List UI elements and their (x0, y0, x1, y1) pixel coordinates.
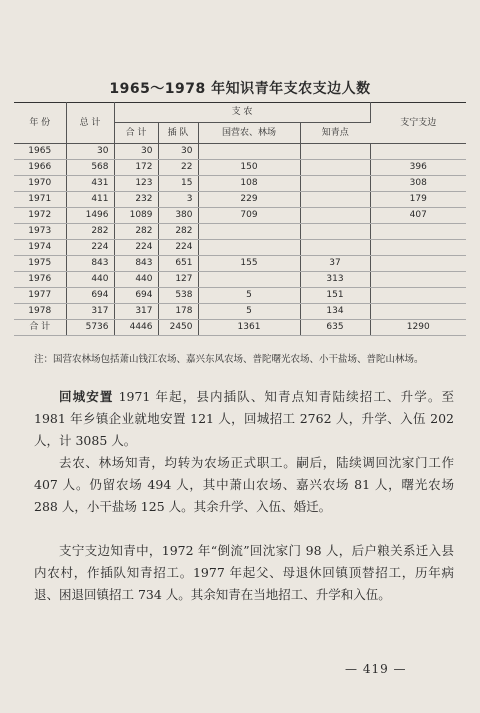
cell-farm: 108 (198, 176, 300, 192)
cell-sub: 224 (114, 240, 158, 256)
cell-total: 317 (66, 304, 114, 320)
cell-insert: 127 (158, 272, 198, 288)
cell-farm: 150 (198, 160, 300, 176)
header-insert-team: 插 队 (158, 123, 198, 144)
table-row (14, 224, 466, 240)
cell-insert: 224 (158, 240, 198, 256)
cell-total: 568 (66, 160, 114, 176)
paragraph-3: 支宁支边知青中，1972 年“倒流”回沈家门 98 人，后户粮关系迁入县内农村，作插队知青招工。1977 年起父、母退休回镇顶替招工，历年病退、困退回镇招工 734 人。其余知青在当地招工、升学和入伍。 (34, 543, 454, 602)
cell-sub: 30 (114, 144, 158, 160)
cell-point: 151 (300, 288, 370, 304)
cell-point: 37 (300, 256, 370, 272)
cell-insert: 538 (158, 288, 198, 304)
header-year: 年 份 (14, 103, 66, 144)
table-total-row (14, 320, 466, 336)
cell-border (370, 288, 466, 304)
cell-border: 179 (370, 192, 466, 208)
header-support-agriculture: 支 农 (114, 103, 370, 123)
cell-farm (198, 224, 300, 240)
cell-sub: 440 (114, 272, 158, 288)
table-row (14, 288, 466, 304)
cell-sub: 843 (114, 256, 158, 272)
table-title: 1965～1978 年知识青年支农支边人数 (109, 81, 371, 97)
cell-year: 1971 (14, 192, 66, 208)
cell-insert: 30 (158, 144, 198, 160)
cell-insert: 3 (158, 192, 198, 208)
cell-farm: 155 (198, 256, 300, 272)
cell-year: 1978 (14, 304, 66, 320)
statistics-table (14, 102, 466, 336)
header-support-frontier: 支宁支边 (400, 117, 437, 128)
cell-border (370, 224, 466, 240)
cell-year: 1973 (14, 224, 66, 240)
header-youth-point: 知青点 (300, 123, 370, 144)
cell-total: 282 (66, 224, 114, 240)
paragraph-text: 1971 年起，县内插队、知青点知青陆续招工、升学。至 1981 年乡镇企业就地安置 121 人，回城招工 2762 人，升学、入伍 202 人，计 3085 人。 (34, 389, 454, 448)
cell-point (300, 240, 370, 256)
header-total: 总 计 (66, 103, 114, 144)
cell-border (370, 144, 466, 160)
cell-farm: 709 (198, 208, 300, 224)
cell-total: 30 (66, 144, 114, 160)
cell-point: 313 (300, 272, 370, 288)
table-row (14, 192, 466, 208)
cell-farm (198, 144, 300, 160)
cell-insert: 22 (158, 160, 198, 176)
cell-point (300, 144, 370, 160)
header-state-farm: 国营农、林场 (198, 123, 300, 144)
cell-sub: 172 (114, 160, 158, 176)
cell-farm (198, 272, 300, 288)
paragraph-1 (34, 386, 454, 452)
cell-point (300, 208, 370, 224)
cell-insert: 651 (158, 256, 198, 272)
cell-farm (198, 240, 300, 256)
table-row (14, 304, 466, 320)
cell-insert: 380 (158, 208, 198, 224)
cell-total: 843 (66, 256, 114, 272)
cell-year: 1965 (14, 144, 66, 160)
cell-border (370, 256, 466, 272)
table-row (14, 272, 466, 288)
cell-border: 407 (370, 208, 466, 224)
cell-sub: 123 (114, 176, 158, 192)
cell-border: 1290 (370, 320, 466, 336)
cell-total: 431 (66, 176, 114, 192)
table-row (14, 176, 466, 192)
cell-point: 134 (300, 304, 370, 320)
cell-border: 308 (370, 176, 466, 192)
table-row (14, 240, 466, 256)
cell-border: 396 (370, 160, 466, 176)
cell-total: 411 (66, 192, 114, 208)
table-body (14, 144, 466, 336)
cell-insert: 282 (158, 224, 198, 240)
cell-farm: 229 (198, 192, 300, 208)
cell-point (300, 176, 370, 192)
cell-border (370, 240, 466, 256)
cell-point: 635 (300, 320, 370, 336)
table-row (14, 208, 466, 224)
cell-year: 1977 (14, 288, 66, 304)
cell-farm: 5 (198, 304, 300, 320)
cell-sub: 232 (114, 192, 158, 208)
cell-point (300, 224, 370, 240)
cell-sub: 317 (114, 304, 158, 320)
cell-year: 合 计 (14, 320, 66, 336)
cell-total: 224 (66, 240, 114, 256)
cell-sub: 4446 (114, 320, 158, 336)
paragraph-2: 去农、林场知青，均转为农场正式职工。嗣后，陆续调回沈家门工作 407 人。仍留农场 494 人，其中萧山农场、嘉兴农场 81 人，曙光农场 288 人，小干盐场 125 人。其余升学、入伍、婚迁。 (34, 455, 454, 514)
cell-sub: 694 (114, 288, 158, 304)
cell-year: 1970 (14, 176, 66, 192)
table-row (14, 144, 466, 160)
table-row (14, 160, 466, 176)
cell-total: 1496 (66, 208, 114, 224)
cell-sub: 1089 (114, 208, 158, 224)
cell-insert: 15 (158, 176, 198, 192)
cell-point (300, 192, 370, 208)
cell-point (300, 160, 370, 176)
cell-farm: 5 (198, 288, 300, 304)
cell-total: 440 (66, 272, 114, 288)
cell-total: 5736 (66, 320, 114, 336)
section-heading: 回城安置 (59, 389, 114, 404)
table-note: 注：国营农林场包括萧山钱江农场、嘉兴东风农场、普陀曙光农场、小干盐场、普陀山林场。 (34, 354, 424, 365)
cell-year: 1974 (14, 240, 66, 256)
page-number: — 419 — (345, 662, 407, 676)
cell-border (370, 304, 466, 320)
cell-total: 694 (66, 288, 114, 304)
cell-year: 1966 (14, 160, 66, 176)
header-subtotal: 合 计 (114, 123, 158, 144)
cell-year: 1976 (14, 272, 66, 288)
cell-insert: 2450 (158, 320, 198, 336)
cell-insert: 178 (158, 304, 198, 320)
cell-border (370, 272, 466, 288)
table-row (14, 256, 466, 272)
cell-sub: 282 (114, 224, 158, 240)
cell-year: 1975 (14, 256, 66, 272)
cell-farm: 1361 (198, 320, 300, 336)
cell-year: 1972 (14, 208, 66, 224)
